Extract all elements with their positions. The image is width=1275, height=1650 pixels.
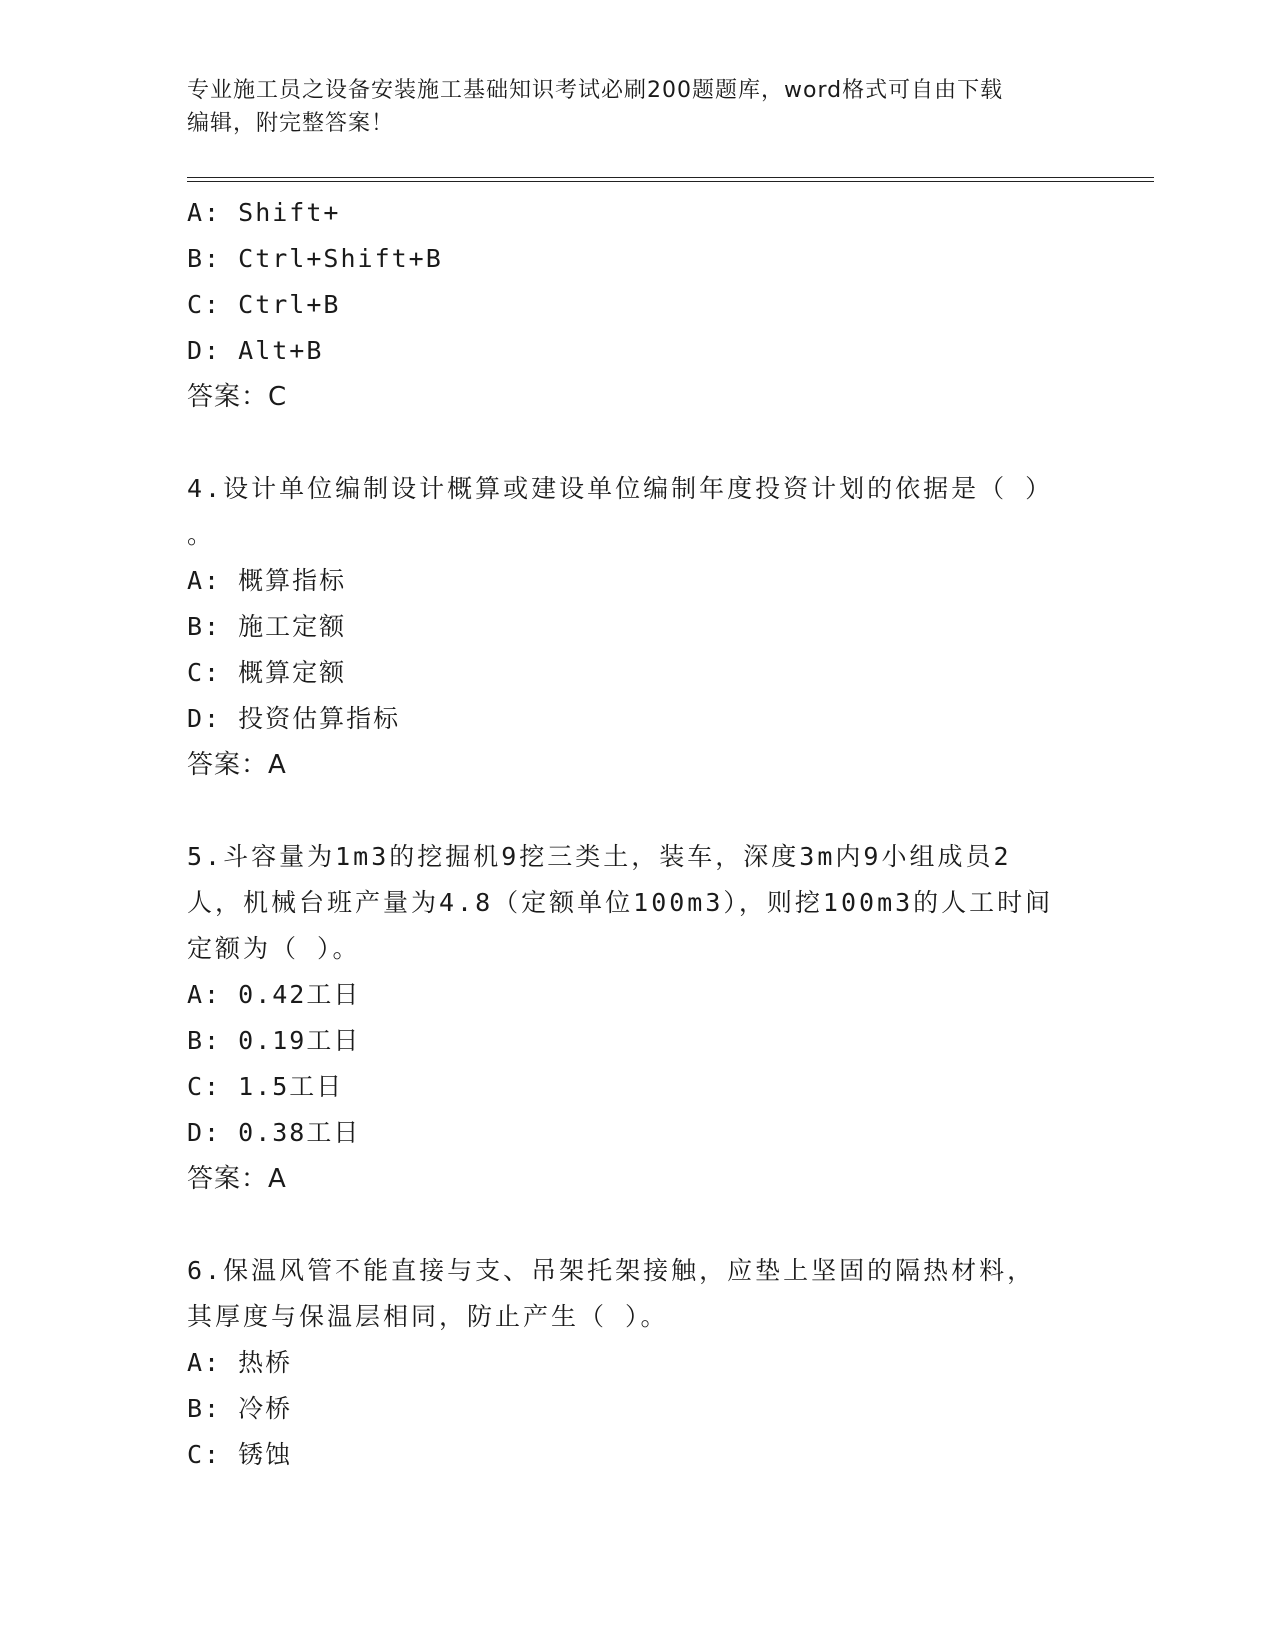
- question-6: [187, 1248, 1087, 1478]
- option-d: D: 0.38工日: [187, 1118, 361, 1147]
- option-c: C: 1.5工日: [187, 1072, 344, 1101]
- option-d: D: 投资估算指标: [187, 704, 401, 733]
- stem-line: 。: [187, 520, 216, 549]
- spacer: [187, 420, 1087, 466]
- question-stem: [187, 466, 1067, 558]
- option-b: B: Ctrl+Shift+B: [187, 244, 443, 273]
- header-divider: [187, 177, 1154, 182]
- header-line-1: 专业施工员之设备安装施工基础知识考试必刷200题题库，word格式可自由下载: [187, 78, 1004, 103]
- stem-line: 人，机械台班产量为4.8（定额单位100m3），则挖100m3的人工时间: [187, 888, 1054, 917]
- header-line-2: 编辑，附完整答案！: [187, 111, 395, 136]
- question-stem: [187, 1248, 1067, 1340]
- stem-line: 其厚度与保温层相同，防止产生（ ）。: [187, 1302, 669, 1331]
- option-a: A: 概算指标: [187, 566, 347, 595]
- question-3: [187, 190, 1087, 420]
- option-b: B: 0.19工日: [187, 1026, 361, 1055]
- option-c: C: 锈蚀: [187, 1440, 293, 1469]
- stem-line: 5.斗容量为1m3的挖掘机9挖三类土，装车，深度3m内9小组成员2: [187, 842, 1012, 871]
- document-header: [187, 74, 1067, 140]
- option-c: C: Ctrl+B: [187, 290, 341, 319]
- question-stem: [187, 834, 1067, 972]
- option-a: A: 0.42工日: [187, 980, 361, 1009]
- stem-line: 定额为（ ）。: [187, 934, 361, 963]
- option-d: D: Alt+B: [187, 336, 324, 365]
- answer: 答案：C: [187, 382, 288, 412]
- answer: 答案：A: [187, 1164, 287, 1194]
- stem-line: 6.保温风管不能直接与支、吊架托架接触，应垫上坚固的隔热材料，: [187, 1256, 1036, 1285]
- option-a: A: 热桥: [187, 1348, 293, 1377]
- spacer: [187, 1202, 1087, 1248]
- question-5: [187, 834, 1087, 1202]
- answer: 答案：A: [187, 750, 287, 780]
- option-b: B: 冷桥: [187, 1394, 293, 1423]
- question-content: [187, 190, 1087, 1478]
- option-b: B: 施工定额: [187, 612, 347, 641]
- option-c: C: 概算定额: [187, 658, 347, 687]
- stem-line: 4.设计单位编制设计概算或建设单位编制年度投资计划的依据是（ ）: [187, 474, 1054, 503]
- question-4: [187, 466, 1087, 788]
- option-a: A: Shift+: [187, 198, 341, 227]
- spacer: [187, 788, 1087, 834]
